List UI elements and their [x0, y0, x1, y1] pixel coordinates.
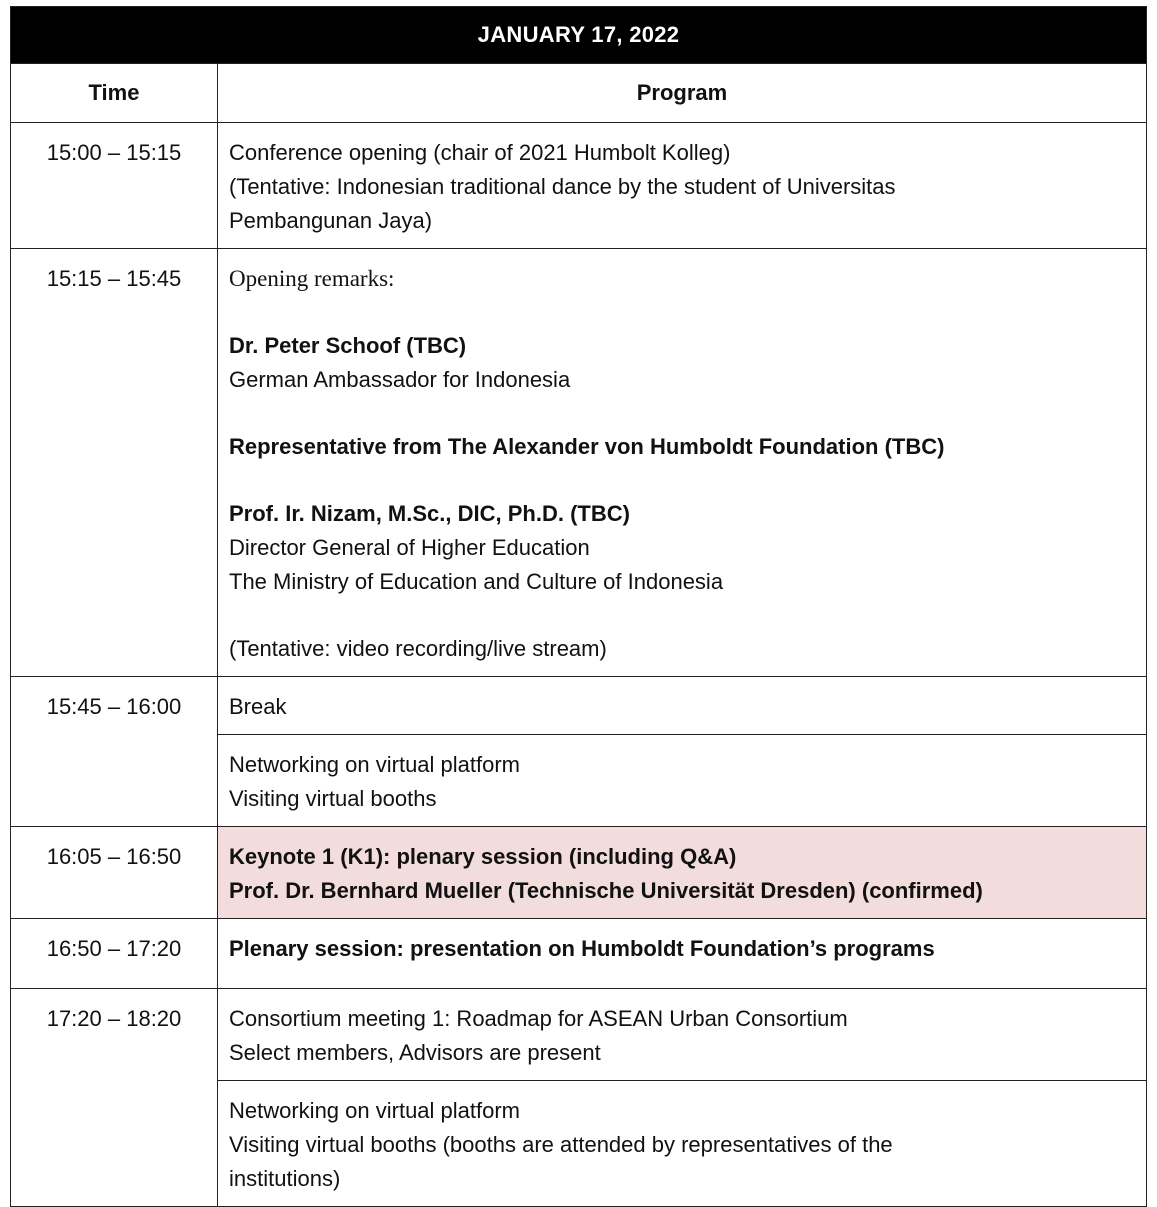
program-cell: [218, 1081, 1147, 1207]
program-line: Prof. Dr. Bernhard Mueller (Technische Universität Dresden) (confirmed): [229, 878, 983, 903]
time-cell: 15:15 – 15:45: [11, 249, 218, 677]
speaker-name: Representative from The Alexander von Humboldt Foundation (TBC): [229, 434, 945, 459]
time-cell: 15:45 – 16:00: [11, 677, 218, 827]
speaker-name: Prof. Ir. Nizam, M.Sc., DIC, Ph.D. (TBC): [229, 501, 630, 526]
opening-remarks-label: Opening remarks:: [229, 266, 395, 291]
program-note: (Tentative: video recording/live stream): [229, 636, 607, 661]
program-line: Visiting virtual booths: [229, 786, 437, 811]
keynote-cell: [218, 827, 1147, 919]
program-line: Networking on virtual platform: [229, 752, 521, 777]
speaker-role: The Ministry of Education and Culture of Indonesia: [229, 569, 724, 594]
time-cell: 15:00 – 15:15: [11, 123, 218, 249]
program-line: Networking on virtual platform: [229, 1098, 521, 1123]
column-header-time: Time: [11, 64, 218, 123]
program-line: Pembangunan Jaya): [229, 208, 433, 233]
program-line: Visiting virtual booths (booths are attended by representatives of the: [229, 1132, 893, 1157]
table-row: [11, 989, 1147, 1081]
table-row: [11, 919, 1147, 989]
program-cell: [218, 249, 1147, 677]
column-header-row: [11, 64, 1147, 123]
program-cell: [218, 989, 1147, 1081]
program-line: Select members, Advisors are present: [229, 1040, 601, 1065]
date-header: JANUARY 17, 2022: [11, 7, 1147, 64]
program-line: (Tentative: Indonesian traditional dance by the student of Universitas: [229, 174, 896, 199]
table-row: [11, 123, 1147, 249]
program-line: Plenary session: presentation on Humboldt Foundation’s programs: [229, 936, 935, 961]
time-cell: 16:50 – 17:20: [11, 919, 218, 989]
program-cell: [218, 919, 1147, 989]
program-cell: [218, 677, 1147, 735]
program-line: institutions): [229, 1166, 341, 1191]
date-header-row: [11, 7, 1147, 64]
table-row: [11, 249, 1147, 677]
speaker-role: Director General of Higher Education: [229, 535, 590, 560]
program-line: Consortium meeting 1: Roadmap for ASEAN Urban Consortium: [229, 1006, 848, 1031]
speaker-name: Dr. Peter Schoof (TBC): [229, 333, 467, 358]
program-line: Conference opening (chair of 2021 Humbolt Kolleg): [229, 140, 731, 165]
program-line: Break: [229, 694, 287, 719]
time-cell: 17:20 – 18:20: [11, 989, 218, 1207]
schedule-table: [10, 6, 1147, 1207]
column-header-program: Program: [218, 64, 1147, 123]
program-cell: [218, 735, 1147, 827]
table-row: [11, 827, 1147, 919]
time-cell: 16:05 – 16:50: [11, 827, 218, 919]
program-line: Keynote 1 (K1): plenary session (including Q&A): [229, 844, 737, 869]
table-row: [11, 677, 1147, 735]
program-cell: [218, 123, 1147, 249]
speaker-role: German Ambassador for Indonesia: [229, 367, 571, 392]
